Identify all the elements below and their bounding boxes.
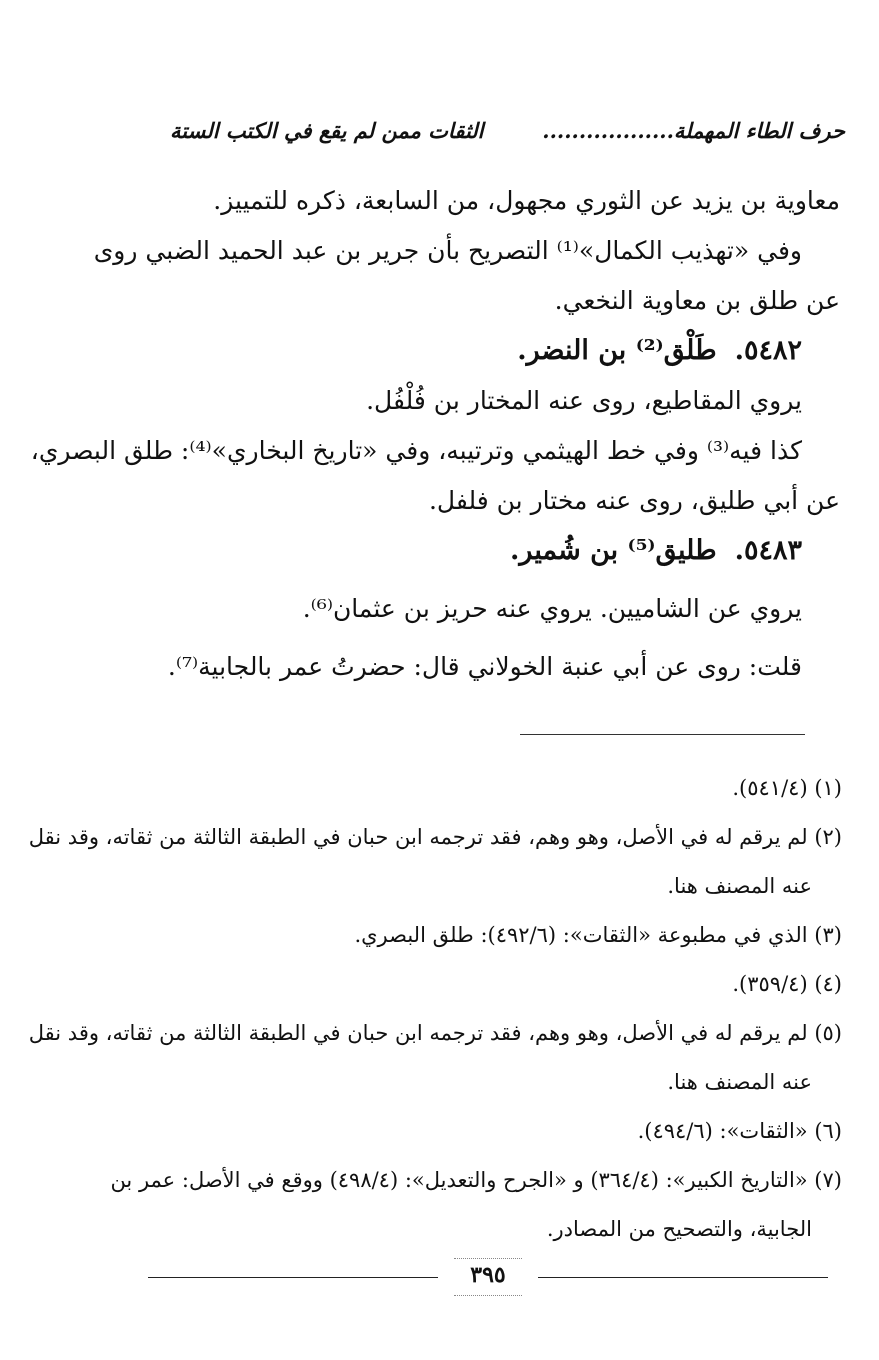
- footnote-2-continued: عنه المصنف هنا.: [667, 874, 812, 898]
- footnote-5-continued: عنه المصنف هنا.: [667, 1070, 812, 1094]
- footer-rule-left: [148, 1277, 438, 1278]
- page-number: ٣٩٥: [470, 1262, 506, 1288]
- footer-rule-right: [538, 1277, 828, 1278]
- footnote-separator: [520, 734, 805, 735]
- text-line: قلت: روى عن أبي عنبة الخولاني قال: حضرتُ عمر بالجابية⁽⁷⁾.: [167, 652, 802, 681]
- header-title: الثقات ممن لم يقع في الكتب الستة: [170, 118, 484, 143]
- text-line: عن أبي طليق، روى عنه مختار بن فلفل.: [428, 486, 840, 515]
- running-header: [170, 118, 845, 158]
- footnote-6: (٦) «الثقات»: (٤٩٤/٦).: [637, 1119, 842, 1143]
- text-line: وفي «تهذيب الكمال»⁽¹⁾ التصريح بأن جرير بن عبد الحميد الضبي روى: [93, 236, 802, 265]
- entry-number: ٥٤٨٣.: [734, 535, 802, 566]
- footnote-2: (٢) لم يرقم له في الأصل، وهو وهم، فقد ترجمه ابن حبان في الطبقة الثالثة من ثقاته، وقد نقل: [28, 825, 842, 849]
- header-chapter: حرف الطاء المهملة..................: [542, 118, 845, 143]
- text-line: معاوية بن يزيد عن الثوري مجهول، من السابعة، ذكره للتمييز.: [213, 186, 840, 215]
- footnote-4: (٤) (٣٥٩/٤).: [732, 972, 842, 996]
- footnote-7: (٧) «التاريخ الكبير»: (٣٦٤/٤) و «الجرح والتعديل»: (٤٩٨/٤) ووقع في الأصل: عمر بن: [110, 1168, 842, 1192]
- main-text: [30, 176, 840, 692]
- entry-name: طَلْق⁽²⁾ بن النضر.: [517, 335, 717, 366]
- text-line: كذا فيه⁽³⁾ وفي خط الهيثمي وترتيبه، وفي «تاريخ البخاري»⁽⁴⁾: طلق البصري،: [30, 436, 802, 465]
- footnotes: [28, 764, 842, 1254]
- text-line: يروي المقاطيع، روى عنه المختار بن فُلْفُل.: [366, 386, 802, 415]
- text-line: يروي عن الشاميين. يروي عنه حريز بن عثمان⁽⁶⁾.: [302, 594, 802, 623]
- entry-heading-5483: [150, 526, 840, 576]
- entry-heading-5482: [150, 326, 840, 376]
- page-footer: [148, 1262, 828, 1302]
- footnote-3: (٣) الذي في مطبوعة «الثقات»: (٤٩٢/٦): طلق البصري.: [354, 923, 842, 947]
- text-line: عن طلق بن معاوية النخعي.: [554, 286, 840, 315]
- entry-number: ٥٤٨٢.: [734, 335, 802, 366]
- footnote-1: (١) (٥٤١/٤).: [732, 776, 842, 800]
- entry-name: طليق⁽⁵⁾ بن شُمير.: [510, 535, 717, 566]
- footnote-5: (٥) لم يرقم له في الأصل، وهو وهم، فقد ترجمه ابن حبان في الطبقة الثالثة من ثقاته، وقد نقل: [28, 1021, 842, 1045]
- footnote-7-continued: الجابية، والتصحيح من المصادر.: [546, 1217, 812, 1241]
